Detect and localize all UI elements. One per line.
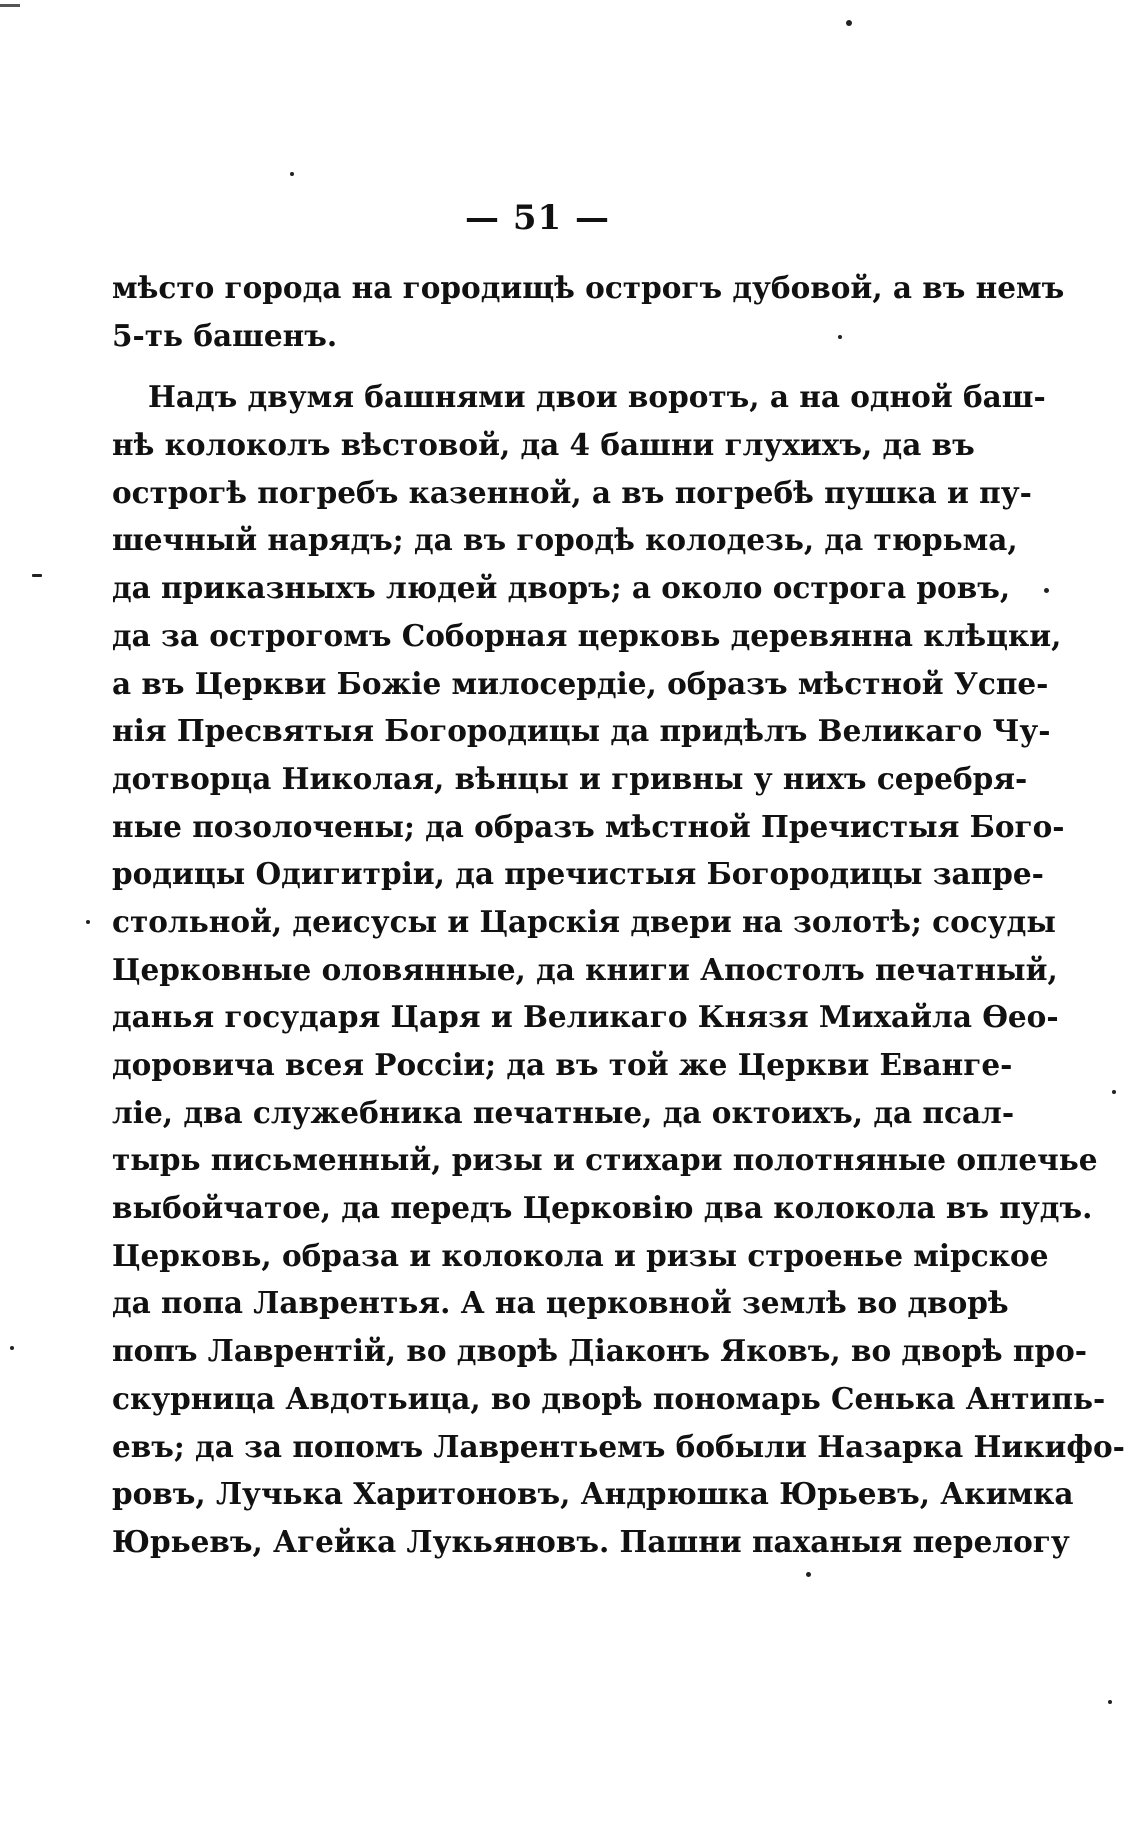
- text-line: а въ Церкви Божіе милосердіе, образъ мѣстной Успе-: [112, 665, 1049, 701]
- text-line: стольной, деисусы и Царскія двери на золотѣ; сосуды: [112, 903, 1056, 939]
- text-line: попъ Лаврентій, во дворѣ Діаконъ Яковъ, во дворѣ про-: [112, 1333, 1088, 1369]
- text-line: родицы Одигитріи, да пречистыя Богородицы запре-: [112, 856, 1044, 892]
- text-line: нѣ колоколъ вѣстовой, да 4 башни глухихъ, да въ: [112, 427, 975, 463]
- text-line: острогѣ погребъ казенной, а въ погребѣ пушка и пу-: [112, 474, 1032, 510]
- text-line: шечный нарядъ; да въ городѣ колодезь, да тюрьма,: [112, 522, 1018, 558]
- print-speck: [1108, 1700, 1112, 1704]
- text-line: Церковь, образа и колокола и ризы строенье мірское: [112, 1237, 1049, 1273]
- text-line: Надъ двумя башнями двои воротъ, а на одной баш-: [148, 379, 1046, 415]
- print-speck: [290, 172, 294, 176]
- text-line: да за острогомъ Соборная церковь деревянна клѣцки,: [112, 617, 1062, 653]
- text-line: дотворца Николая, вѣнцы и гривны у нихъ серебря-: [112, 760, 1028, 796]
- text-line: данья государя Царя и Великаго Князя Михайла Ѳео-: [112, 999, 1059, 1035]
- scan-edge-mark: [0, 4, 20, 7]
- print-speck: [806, 1572, 811, 1577]
- text-line: ліе, два служебника печатные, да октоихъ, да псал-: [112, 1094, 1015, 1130]
- text-line: скурница Авдотьица, во дворѣ пономарь Сенька Антипь-: [112, 1380, 1106, 1416]
- print-speck: [32, 574, 42, 577]
- text-line: ровъ, Лучька Харитоновъ, Андрюшка Юрьевъ, Акимка: [112, 1476, 1074, 1512]
- text-line: 5-ть башенъ.: [112, 317, 338, 353]
- body-text: [112, 264, 1125, 1566]
- text-line: ные позолочены; да образъ мѣстной Пречистыя Бого-: [112, 808, 1065, 844]
- text-line: Юрьевъ, Агейка Лукьяновъ. Пашни паханыя перелогу: [112, 1523, 1070, 1559]
- print-speck: [838, 335, 842, 339]
- text-line: тырь письменный, ризы и стихари полотняные оплечье: [112, 1142, 1098, 1178]
- text-line: доровича всея Россіи; да въ той же Церкви Еванге-: [112, 1047, 1013, 1082]
- print-speck: [846, 20, 852, 26]
- print-speck: [1044, 588, 1049, 593]
- text-line: да приказныхъ людей дворъ; а около острога ровъ,: [112, 570, 1011, 606]
- text-line: евъ; да за попомъ Лаврентьемъ бобыли Назарка Никифо-: [112, 1428, 1125, 1464]
- text-line: Церковные оловянные, да книги Апостолъ печатный,: [112, 951, 1058, 987]
- page-number: — 51 —: [465, 198, 610, 238]
- print-speck: [86, 920, 90, 924]
- text-line: да попа Лаврентья. А на церковной землѣ во дворѣ: [112, 1285, 1009, 1321]
- text-line: нія Пресвятыя Богородицы да придѣлъ Великаго Чу-: [112, 713, 1051, 749]
- print-speck: [10, 1346, 14, 1350]
- print-speck: [1112, 1090, 1116, 1094]
- text-line: выбойчатое, да передъ Церковію два колокола въ пудъ.: [112, 1190, 1093, 1226]
- text-line: мѣсто города на городищѣ острогъ дубовой, а въ немъ: [112, 270, 1065, 305]
